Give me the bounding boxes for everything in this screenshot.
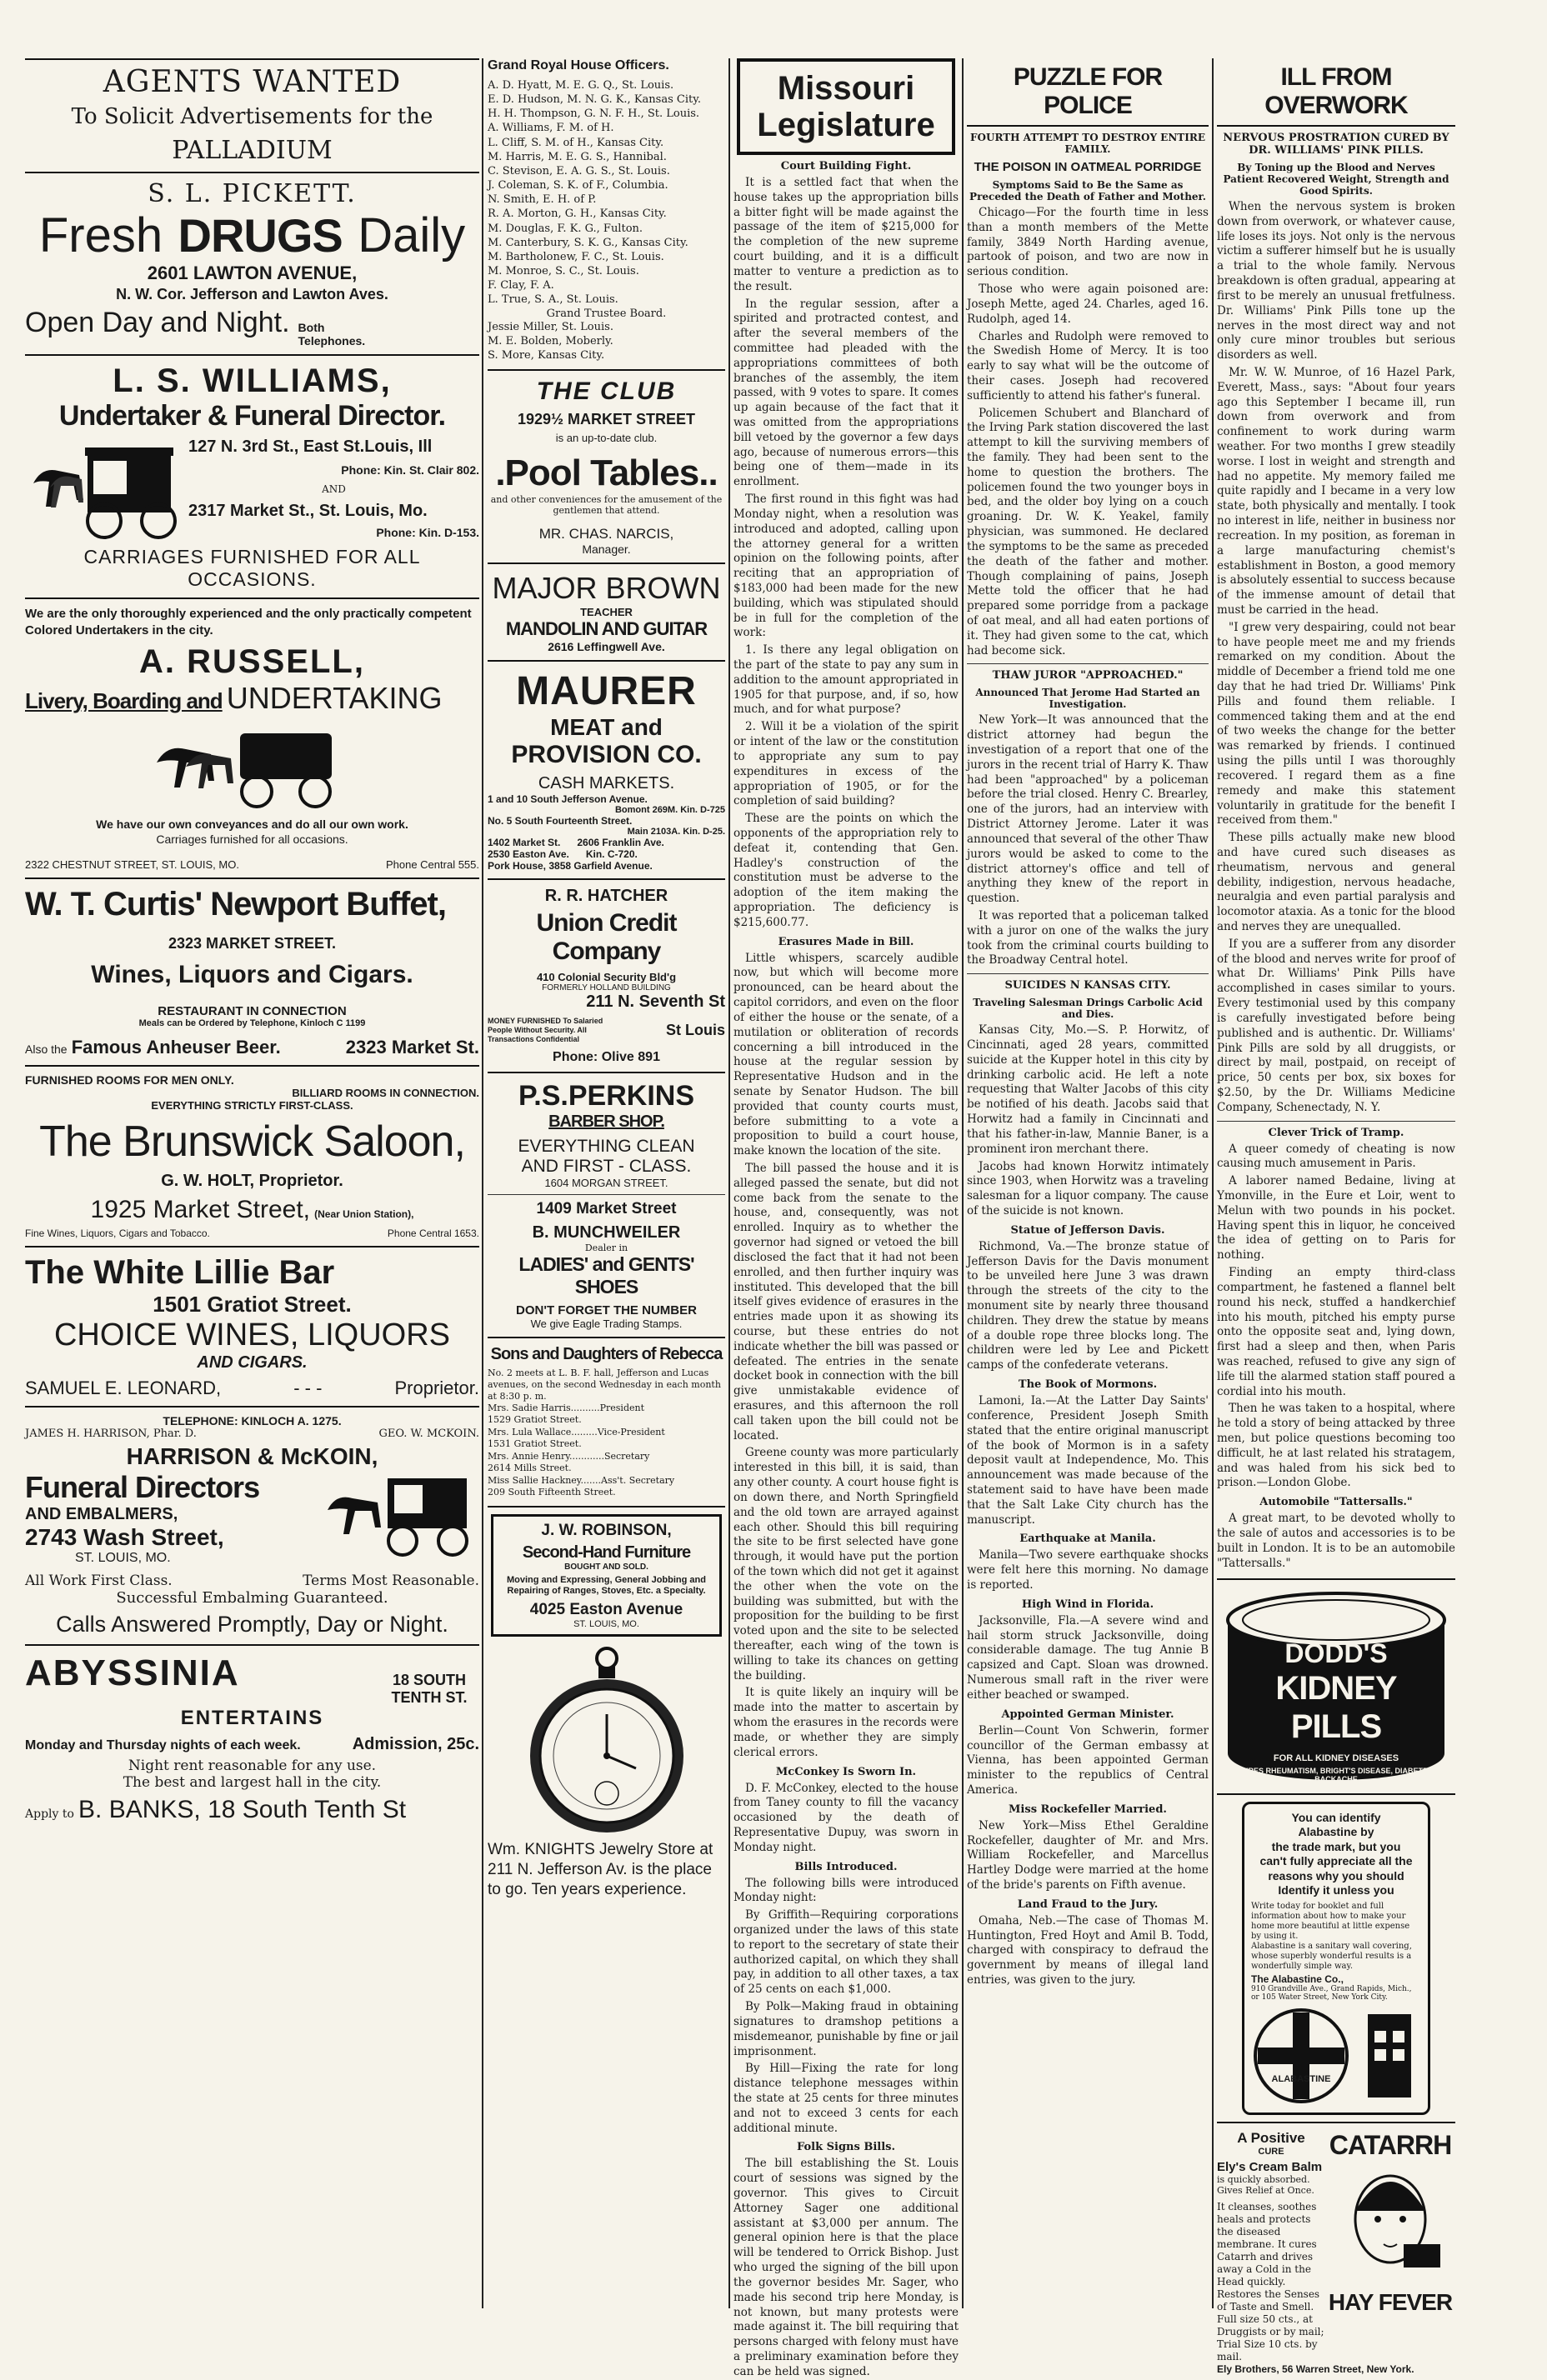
pickett-drugs-ad: S. L. PICKETT. Fresh DRUGS Daily 2601 LAWTON AVENUE, N. W. Cor. Jefferson and Lawton Aves. Open Day and Night. Both Telephones. [25, 179, 466, 348]
list-item: M. Monroe, S. C., St. Louis. [488, 265, 639, 278]
alabastine-ad: You can identify Alabastine by the trade mark, but you can't fully appreciate all the reasons why you should Identify it unless you Write today for booklet and full information about how to make your home more beautiful at little expense by using it. Alabastine is a sanitary wall covering, whose superbly wonderful results is a wonderfully simple way. The Alabastine Co., 910 Grandville Ave., Grand Rapids, Mich., or 105 Water Street, New York City. ALABASTINE [1242, 1802, 1430, 2116]
list-item: N. Smith, E. H. of P. [488, 193, 597, 207]
major-brown-ad: MAJOR BROWN TEACHER MANDOLIN AND GUITAR 2616 Leffingwell Ave. [492, 570, 721, 653]
paragraph: In the regular session, after a spirited and protracted contest, and after the several members of the committee had pleaded with the appropriations committees of both branches of the assembly, the item passed, with 9 votes to spare. It comes up again because of the fact that it was omitted from the appropriations bill vetoed by the governor a few days ago, because of numerous errors—this being one of them—made in its enrollment. [733, 297, 959, 489]
puzzle-headline: PUZZLE FOR POLICE [967, 63, 1209, 127]
williams-undertaker-ad: L. S. WILLIAMS, Undertaker & Funeral Director. 127 N. 3rd St., East St.Louis, Ill Phone: Kin. St. Clair 802. AND 2317 Market St., St. Louis, Mo. Phone: Kin. D-153. CARRIAGES FURNISHED FOR ALL OCCASIONS. [25, 362, 479, 591]
paragraph: New York—It was announced that the district attorney had begun the investigation of a report that one of the jurors in the recent trial of Harry K. Thaw had been "approached" by a policeman before the trial closed. Henry C. Brearley, one of the jurors, had an interview with District Attorney Jerome. Later it was announced that several of the other Thaw jurors would be asked to come to the district attorney's office and tell of anything they knew of the report in question. [967, 713, 1209, 906]
list-item: Mrs. Sadie Harris..........President [488, 1402, 645, 1413]
article-body [733, 1782, 959, 1856]
brunswick-saloon-ad: FURNISHED ROOMS FOR MEN ONLY. BILLIARD ROOMS IN CONNECTION. EVERYTHING STRICTLY FIRST-CLASS. The Brunswick Saloon, G. W. HOLT, Proprietor. 1925 Market Street, (Near Union Station), Fine Wines, Liquors, Cigars and Tobacco. Phone Central 1653. [25, 1073, 479, 1240]
paragraph: "I grew very despairing, could not bear to have people meet me and my friends remarked on my condition. About the middle of December a friend told me one day that he had tried Dr. Williams' Pink Pills and found them reliable. I commenced taking them and at the end of two weeks the change for the better was remarked by friends. I continued using the pills until I was thoroughly recovered. I regard them as a fine remedy and make this statement voluntarily in gratitude for the benefit I received from them." [1217, 620, 1455, 828]
elys-cream-balm-ad: A Positive CURE Ely's Cream Balm is quickly absorbed. Gives Relief at Once. It cleanses, soothes heals and protects the diseased membrane. It cures Catarrh and drives away a Cold in the Head quickly. Restores the Senses of Taste and Smell. Full size 50 cts., at Druggists or by mail; Trial Size 10 cts. by mail. CATARRH HAY FEVER [1217, 2130, 1453, 2363]
paragraph: If you are a sufferer from any disorder of the blood and nerves write for proof of what Dr. Williams' Pink Pills have accomplished in cases similar to yours. Every testimonial used by this company is carefully investigated before being published and is authentic. Dr. Williams' Pink Pills are sold by all druggists, or direct by mail, postpaid, on receipt of price, 50 cents per box, six boxes for $2.50, by the Dr. Williams Medicine Company, Schenectady, N. Y. [1217, 937, 1455, 1114]
paragraph: By Griffith—Requiring corporations organized under the laws of this state to report to the secretary of state their authorized capital, on which they shall pay, in addition to all other taxes, a tax of 25 cents on each $1,000. [733, 1908, 959, 1997]
article-body [967, 1548, 1209, 1592]
list-item: Jessie Miller, St. Louis. [488, 320, 613, 333]
paragraph: New York—Miss Ethel Geraldine Rockefeller, daughter of Mr. and Mrs. William Rockefeller, and Marcellus Hartley Dodge were married at the home of the bride's parents on Fifth avenue. [967, 1818, 1209, 1892]
harrison-mckoin-ad: TELEPHONE: KINLOCH A. 1275. JAMES H. HARRISON, Phar. D. GEO. W. MCKOIN. HARRISON & McKOIN, Funeral Directors AND EMBALMERS, 2743 Wash Street, ST. LOUIS, MO. All Work First Class. Terms Most Reasonable. Successful Embalming Guaranteed. Calls Answered Promptly, Day or Night. [25, 1414, 479, 1638]
paragraph: When the nervous system is broken down from overwork, or whatever cause, life loses its joys. Not only is the nervous victim a sufferer himself but he is usually a trial to the whole family. Nervous breakdown is often gradual, appearing at first to be merely an unusual fretfulness. Dr. Williams' Pink Pills tone up the nerves in the most direct way and not only cure minor troubles but serious disorders as well. [1217, 200, 1455, 362]
article-body [733, 952, 959, 1761]
paragraph: Policemen Schubert and Blanchard of the Irving Park station discovered the last attempt to kill the surviving members of the family. They had been sent to the home to question the brothers. The policemen found the two younger boys in bed, and the older boy lying on a couch groaning. Dr. W. K. Yeakel, family physician, was summoned. He declared the symptoms to be the same as preceded the death of the father and mother. Though complaining of pains, Joseph Mette told the officer that he had prepared some porridge from a package of oat meal, and all had eaten portions of it. They had given some to the cat, which had become sick. [967, 406, 1209, 658]
paragraph: The first round in this fight was had Monday night, when a resolution was introduced and adopted, calling upon the attorney general for a written opinion on the following points, after reciting that an appropriation of $183,000 had been made for the new building, which was stipulated should be in full for the completion of the work: [733, 492, 959, 640]
list-item: Miss Sallie Hackney.......Ass't. Secretary [488, 1474, 675, 1486]
article-body [733, 2157, 959, 2379]
paragraph: It is a settled fact that when the house takes up the appropriation bills a bitter fight will be made against the passage of the item of $215,000 for the completion of the new supreme court building, and it is a difficult matter to venture a prediction as to the result. [733, 176, 959, 293]
paragraph: It was reported that a policeman talked with a juror on one of the walks the jury took from the criminal courts building to the Broadway Central hotel. [967, 908, 1209, 968]
paragraph: These pills actually make new blood and have cured such diseases as rheumatism, nervous and general debility, indigestion, nervous headache, neuralgia and even partial paralysis and locomotor ataxia. As a tonic for the blood and nerves they are unequalled. [1217, 831, 1455, 933]
robinson-furniture-ad: J. W. ROBINSON, Second-Hand Furniture BOUGHT AND SOLD. Moving and Expressing, General Jobbing and Repairing of Ranges, Stoves, Etc. a Specialty. 4025 Easton Avenue ST. LOUIS, MO. [491, 1514, 722, 1638]
paragraph: Then he was taken to a hospital, where he told a story of being attacked by three men, but police questions becoming too difficult, he at last related his stratagem, and was haled from his sick bed to prison.—London Globe. [1217, 1402, 1455, 1490]
trustees-list [488, 320, 725, 362]
paragraph: Little whispers, scarcely audible now, but which will become more pronounced, can be heard about the capitol corridors, and even on the floor of either the house or the senate, of a mutilation or obliteration of records concerning a bill introduced in the house at the regular session by Representative Hudson and in the senate by Senator Hudson. The bill provided that county courts must, before submitting to a vote a proposition to build a court house, make known the location of the site. [733, 951, 959, 1158]
list-item: 209 South Fifteenth Street. [488, 1487, 616, 1498]
article-body [967, 1724, 1209, 1798]
paragraph: A great mart, to be devoted wholly to the sale of autos and accessories is to be built in London. It is to be an automobile "Tattersalls." [1217, 1512, 1455, 1570]
list-item: Mrs. Lula Wallace.........Vice-President [488, 1426, 665, 1438]
list-item: R. A. Morton, G. H., Kansas City. [488, 208, 667, 221]
article-body [967, 206, 1209, 658]
paragraph: Finding an empty third-class compartment, he fastened a flannel belt round his neck, stuffed a handkerchief into his mouth, pitched his empty purse onto the opposite seat and, lying down, first had a sleep and then, when Paris was reached, refused to give any sign of life till the alarmed station staff poured a cordial into his mouth. [1217, 1266, 1455, 1398]
union-credit-ad: R. R. HATCHER Union Credit Company 410 Colonial Security Bld'g FORMERLY HOLLAND BUILDING 211 N. Seventh St MONEY FURNISHED To Salaried People Without Security. All Transactions Confidential St Louis Phone: Olive 891 [488, 886, 725, 1065]
paragraph: Charles and Rudolph were removed to the Swedish Home of Mercy. It is too early to say what will be the outcome of their cases. Joseph had recovered sufficiently to attend his father's funeral. [967, 329, 1209, 402]
the-club-ad: THE CLUB 1929½ MARKET STREET is an up-to-date club. .Pool Tables.. and other conveniences for the amusement of the gentlemen that attend. MR. CHAS. NARCIS, Manager. [490, 377, 723, 556]
paragraph: Omaha, Neb.—The case of Thomas M. Huntington, Fred Hoyt and Amil B. Todd, charged with conspiracy to defraud the government by means of illegal land entries, was given to the jury. [967, 1913, 1209, 1988]
article-body [967, 1394, 1209, 1528]
hearse-illustration [321, 1470, 479, 1562]
news-column: PUZZLE FOR POLICE FOURTH ATTEMPT TO DESTROY ENTIRE FAMILY. THE POISON IN OATMEAL PORRIDGE Symptoms Said to Be the Same as Preceded the Death of Father and Mother. Chicago—For the fourth time in less than a month members of the Mette family, 3849 North Harding avenue, partook of poison, and two are now in serious condition. Those who were again poisoned are: Joseph Mette, aged 24. Charles, aged 16. Rudolph, aged 14. Charles and Rudolph were removed to the Swedish Home of Mercy. It is too early to say what will be the outcome of their cases. Joseph had recovered sufficiently to attend his father's funeral. Policemen Schubert and Blanchard of the Irving Park station discovered the last attempt to kill the surviving members of the family. They had been sent to the home to question the brothers. The policemen found the two younger boys in bed, and the older boy lying on a couch groaning. Dr. W. K. Yeakel, family physician, was summoned. He declared the symptoms to be the same as preceded the death of the father and mother. Though complaining of pains, Joseph Mette told the officer that he had prepared some porridge from a package of oat meal, and all had eaten portions of it. They had given some to the cat, which had become sick. THAW JUROR "APPROACHED." Announced That Jerome Had Started an Investigation. New York—It was announced that the district attorney had begun the investigation of a report that one of the jurors in the recent trial of Harry K. Thaw had been "approached" by a policeman before the trial closed. Henry C. Brearley, one of the jurors, had an interview with District Attorney Jerome. Later it was announced that several of the other Thaw jurors would be asked to come to the district attorney's office and tell of anything they knew of the report in question. It was reported that a policeman talked with a juror on one of the walks the jury took from the criminal courts building to the Broadway Central hotel. SUICIDES N KANSAS CITY. Traveling Salesman Drings Carbolic Acid and Dies. Kansas City, Mo.—S. P. Horwitz, of Cincinnati, aged 28 years, committed suicide at the Kupper hotel in this city by drinking carbolic acid. He left a note requesting that Walter Jacobs of this city be notified of his death. Jacobs said that Horwitz had a family in Cincinnati and that his father-in-law, Mannie Baner, is a prominent iron merchant there. Jacobs had known Horwitz intimately since 1903, when Horwitz was a traveling salesman for a liquor company. The cause of the suicide is not known. Statue of Jefferson Davis. Richmond, Va.—The bronze statue of Jefferson Davis for the Davis monument to be unveiled here June 3 was drawn through the streets of the city to the monument site by nearly three thousand children. They drew the statue by means of a double rope three blocks long. The children were led by Lee and Pickett camps of the confederate veterans. The Book of Mormons. Lamoni, Ia.—At the Latter Day Saints' conference, President Joseph Smith stated that the entire original manuscript of the book of Mormon is in a safety deposit vault at Independence, Mo. This announcement was made because of the statement said to have have been made that the Salt Lake City church has the manuscript. Earthquake at Manila. Manila—Two severe earthquake shocks were felt here this morning. No damage is reported. High Wind in Florida. Jacksonville, Fla.—A severe wind and hail storm struck Jacksonville, doing considerable damage. The tug Annie B capsized and Capt. Sloan was drowned. Numerous small raft in the river were either beached or swamped. Appointed German Minister. Berlin—Count Von Schwerin, former councillor of the German embassy at Vienna, has been appointed German minister to the republics of Central America. Miss Rockefeller Married. New York—Miss Ethel Geraldine Rockefeller, daughter of Mr. and Mrs. William Rockefeller, and Marcellus Hartley Dodge were married at the home of the bride's parents on Fifth avenue. Land Fraud to the Jury. Omaha, Neb.—The case of Thomas M. Huntington, Fred Hoyt and Amil B. Todd, charged with conspiracy to defraud the government by means of illegal land entries, was given to the jury. [967, 63, 1209, 1988]
list-item: F. Clay, F. A. [488, 279, 554, 292]
column-five: ILL FROM OVERWORK NERVOUS PROSTRATION CURED BY DR. WILLIAMS' PINK PILLS. By Toning up the Blood and Nerves Patient Recovered Weight, Strength and Good Spirits. When the nervous system is broken down from overwork, or whatever cause, life loses its joys. Not only is the nervous victim a sufferer himself but he is usually a trial to the whole family. Nervous breakdown is often gradual, appearing at first to be merely an unusual fretfulness. Dr. Williams' Pink Pills tone up the nerves in the most direct way and not only cure minor troubles but serious disorders as well. Mr. W. W. Munroe, of 16 Hazel Park, Everett, Mass., says: "About four years ago this September I became ill, run down from overwork and from confinement to work during warm weather. For two months I grew steadily worse. I lost in weight and strength and had no appetite. My memory failed me quite rapidly and I became in a very low state, both physically and mentally. I took no interest in life, neither in business nor recreation. In my position, as foreman in a large manufacturing chemist's establishment in Boston, a good memory is absolutely essential to success because of the immense amount of detail that must be carried in the head. "I grew very despairing, could not bear to have people meet me and my friends remarked on my condition. About the middle of December a friend told me one day that he had tried Dr. Williams' Pink Pills and found them reliable. I commenced taking them and at the end of two weeks the change for the better was remarked by friends. I continued using the pills until I was thoroughly recovered. I regard them as a fine remedy and make this statement voluntarily in gratitude for the benefit I received from them." These pills actually make new blood and have cured such diseases as rheumatism, nervous and general debility, indigestion, nervous headache, neuralgia and even partial paralysis and locomotor ataxia. As a tonic for the blood and nerves they are unequalled. If you are a sufferer from any disorder of the blood and nerves write for proof of what Dr. Williams' Pink Pills have accomplished in cases similar to yours. Every testimonial used by this company is carefully investigated before being published and is authentic. Dr. Williams' Pink Pills are sold by all druggists, or direct by mail, postpaid, on receipt of price, 50 cents per box, six boxes for $2.50, by the Dr. Williams Medicine Company, Schenectady, N. Y. Clever Trick of Tramp. A queer comedy of cheating is now causing much amusement in Paris. A laborer named Bedaine, living at Ymonville, in the Eure et Loir, went to Melun with two pounds in his pocket. Having spent this in liquor, he conceived the idea of getting on to Paris for nothing. Finding an empty third-class compartment, he fastened a flannel belt round his neck, stuffed a handkerchief into his mouth, pitched his empty purse onto the opposite seat and, lying down, first had a sleep and then, when Paris was reached, refused to give any sign of life till the alarmed station staff poured a cordial into his mouth. Then he was taken to a hospital, where he told a story of being attacked by three men, but police questions becoming too difficult, he at last related his stratagem, and was haled from his sick bed to prison.—London Globe. Automobile "Tattersalls." A great mart, to be devoted wholly to the sale of autos and accessories is to be built in London. It is to be an automobile "Tattersalls." DODD'S KIDNEY PILLS FOR ALL KIDNEY DISEASES CURES RHEUMATISM, BRIGHT'S DISEASE, DIABETES, BACKACHE You can identify Alabastine by the trade mark, but you can't fully appreciate all the reasons why you should Identify it unless you Write today for booklet and full information about how to make your home more beautiful at little expense by using it. Alabastine is a sanitary wall covering, whose superbly wonderful results is a wonderfully simple way. The Alabastine Co., 910 Grandville Ave., Grand Rapids, Mich., or 105 Water Street, New York City. ALABASTINE A Positive CURE Ely's Cream Balm is quickly absorbed. Gives Relief at Once. It cleanses, soothes heals and protects the diseased membrane. It cures Catarrh and drives away a Cold in the Head quickly. Restores the Senses of Taste and Smell. Full size 50 cts., at Druggists or by mail; Trial Size 10 cts. by mail. CATARRH HAY FEVER Ely Brothers, 56 Warren Street, New York. [1217, 63, 1455, 2376]
officers-list [488, 78, 725, 308]
list-item: A. D. Hyatt, M. E. G. Q., St. Louis. [488, 79, 674, 92]
paragraph: The bill passed the house and it is alleged passed the senate, but did not come back from the senate to the house, and, consequently, was not enrolled. Inquiry as to whether the governor had signed or vetoed the bill disclosed the fact that it had not been enrolled, and then further inquiry was instituted. This developed that the bill itself gives evidence of erasures in the entries made upon it as showing its course, but these entries do not indicate whether the bill was passed or defeated. The entries in the senate docket book in connection with the bill give unmistakable evidence of erasures, and this afternoon the roll call taken upon the bill could not be located. [733, 1162, 959, 1442]
list-item: L. True, S. A., St. Louis. [488, 293, 618, 307]
list-item: Mrs. Annie Henry............Secretary [488, 1450, 650, 1462]
paragraph: Richmond, Va.—The bronze statue of Jefferson Davis for the Davis monument to be unveiled here June 3 was drawn through the streets of the city to the monument site by nearly three thousand children. They drew the statue by means of a double rope three blocks long. The children were led by Lee and Pickett camps of the confederate veterans. [967, 1239, 1209, 1372]
hearse-illustration [25, 438, 183, 546]
list-item: S. More, Kansas City. [488, 348, 605, 362]
woman-face-illustration [1332, 2161, 1449, 2286]
list-item: L. Cliff, S. M. of H., Kansas City. [488, 136, 664, 149]
paragraph: Jacksonville, Fla.—A severe wind and hail storm struck Jacksonville, doing considerable damage. The tug Annie B capsized and Capt. Sloan was drowned. Numerous small raft in the river were either beached or swamped. [967, 1613, 1209, 1702]
maurer-provision-ad: MAURER MEAT and PROVISION CO. CASH MARKETS. 1 and 10 South Jefferson Avenue. Bomont 269M. Kin. D-725 No. 5 South Fourteenth Street. Main 2103A. Kin. D-25. 1402 Market St. 2606 Franklin Ave. 2530 Easton Ave. Kin. C-720. Pork House, 3858 Garfield Avenue. [488, 668, 725, 872]
paragraph: A laborer named Bedaine, living at Ymonville, in the Eure et Loir, went to Melun with two pounds in his pocket. Having spent this in liquor, he conceived the idea of getting on to Paris for nothing. [1217, 1174, 1455, 1262]
alabastine-trademark-icon [1251, 2006, 1418, 2106]
article-body [1217, 1142, 1455, 1492]
overwork-headline: ILL FROM OVERWORK [1217, 63, 1455, 127]
article-body [733, 1877, 959, 2137]
list-item: M. Canterbury, S. K. G., Kansas City. [488, 236, 688, 249]
article-body [967, 713, 1209, 968]
sons-daughters-rebecca: Sons and Daughters of Rebecca No. 2 meets at L. B. F. hall, Jefferson and Lucas avenues, on the second Wednesday in each month at 8:30 p. m. Mrs. Sadie Harris..........President 1529 Gratiot Street. Mrs. Lula Wallace.........Vice-President 1531 Gratiot Street. Mrs. Annie Henry............Secretary 2614 Mills Street. Miss Sallie Hackney.......Ass't. Secretary 209 South Fifteenth Street. [488, 1345, 725, 1498]
article-body [967, 1240, 1209, 1373]
column-rule [962, 58, 964, 2308]
dodds-kidney-pills-ad: DODD'S KIDNEY PILLS FOR ALL KIDNEY DISEASES CURES RHEUMATISM, BRIGHT'S DISEASE, DIABETES, BACKACHE [1217, 1587, 1455, 1787]
pocket-watch-illustration [523, 1643, 690, 1835]
article-body [733, 176, 959, 931]
list-item: C. Stevison, E. A. G. S., St. Louis. [488, 164, 670, 178]
list-item: A. Williams, F. M. of H. [488, 122, 614, 135]
paragraph: By Polk—Making fraud in obtaining signatures to dramshop petitions a misdemeanor, punishable by fine or jail imprisonment. [733, 2000, 959, 2058]
paragraph: These are the points on which the opponents of the appropriation rely to defeat it, contending that Gen. Hadley's construction of the constitution must be adverse to the adoption of the item making the appropriation. The deficiency is $215,600.77. [733, 812, 959, 929]
article-body [967, 1614, 1209, 1703]
abyssinia-ad: ABYSSINIA 18 SOUTH TENTH ST. ENTERTAINS Monday and Thursday nights of each week. Admission, 25c. Night rent reasonable for any use. The best and largest hall in the city. Apply to B. BANKS, 18 South Tenth St [25, 1652, 479, 1824]
grand-royal-officers: Grand Royal House Officers. A. D. Hyatt, M. E. G. Q., St. Louis. E. D. Hudson, M. N. G. K., Kansas City. H. H. Thompson, G. N. F. H., St. Louis. A. Williams, F. M. of H. L. Cliff, S. M. of H., Kansas City. M. Harris, M. E. G. S., Hannibal. C. Stevison, E. A. G. S., St. Louis. J. Coleman, S. K. of F., Columbia. N. Smith, E. H. of P. R. A. Morton, G. H., Kansas City. M. Douglas, F. K. G., Fulton. M. Canterbury, S. K. G., Kansas City. M. Bartholonew, F. C., St. Louis. M. Monroe, S. C., St. Louis. F. Clay, F. A. L. True, S. A., St. Louis. Grand Trustee Board. Jessie Miller, St. Louis. M. E. Bolden, Moberly. S. More, Kansas City. [488, 58, 725, 362]
advertisements-column [25, 58, 479, 2308]
notices-column [488, 58, 725, 2308]
paragraph: It is quite likely an inquiry will be made into the matter to ascertain by whom the erasures in the records were made, or whether they are simply clerical errors. [733, 1686, 959, 1759]
list-item: M. Bartholonew, F. C., St. Louis. [488, 250, 664, 263]
article-body [1217, 200, 1455, 1116]
list-item: 1531 Gratiot Street. [488, 1438, 582, 1450]
list-item: J. Coleman, S. K. of F., Columbia. [488, 179, 668, 192]
rebecca-officers-list [488, 1402, 725, 1499]
paragraph: By Hill—Fixing the rate for long distance telephone messages within the state at 25 cents for three minutes and not to exceed 3 cents for each additional minute. [733, 2062, 959, 2135]
column-rule [728, 58, 730, 2308]
paragraph: Kansas City, Mo.—S. P. Horwitz, of Cincinnati, aged 28 years, committed suicide at the Kupper hotel in this city by drinking carbolic acid. He left a note requesting that Walter Jacobs of this city be notified of his death. Jacobs said that Horwitz had a family in Cincinnati and that his father-in-law, Mannie Baner, is a prominent iron merchant there. [967, 1023, 1209, 1156]
legislature-article: Missouri Legislature Court Building Fight. It is a settled fact that when the house takes up the appropriation bills a bitter fight will be made against the passage of the item of $215,000 for the completion of the new supreme court building, and it is a difficult matter to venture a prediction as to the result. In the regular session, after a spirited and protracted contest, and after the several members of the committee had pleaded with the appropriations committees of both branches of the assembly, the item passed, with 9 votes to spare. It comes up again because of the fact that it was omitted from the appropriations bill vetoed by the governor a few days ago, because of numerous errors—this being one of them—made in its enrollment. The first round in this fight was had Monday night, when a resolution was introduced and adopted, calling upon the attorney general for a written opinion on the following points, after reciting that an appropriation of $183,000 had been made for the new building, which was stipulated should be in full for the completion of the work: 1. Is there any legal obligation on the part of the state to pay any sum in addition to the amount appropriated in 1905 for that purpose, and, if so, how much, and for what purpose? 2. Will it be a violation of the spirit or intent of the law or the constitution to appropriate any sum to pay expenditures in excess of the appropriation of 1905, or for the completion of said building? These are the points on which the opponents of the appropriation rely to defeat it, contending that Gen. Hadley's construction of the constitution must be adverse to the adoption of the item making the appropriation. The deficiency is $215,600.77. Erasures Made in Bill. Little whispers, scarcely audible now, but which will become more pronounced, can be heard about the capitol corridors, and even on the floor of either the house or the senate, of a mutilation or obliteration of records concerning a bill introduced in the house at the regular session by Representative Hudson and in the senate by Senator Hudson. The bill provided that county courts must, before submitting to a vote a proposition to build a court house, make known the location of the site. The bill passed the house and it is alleged passed the senate, but did not come back from the senate to the house, and, consequently, was not enrolled. Inquiry as to whether the governor had signed or vetoed the bill disclosed the fact that it had not been enrolled, and then further inquiry was instituted. This developed that the bill itself gives evidence of erasures in the entries made upon it as showing its course, but these entries do not indicate whether the bill was passed or defeated. The entries in the senate docket book in connection with the bill give unmistakable evidence of erasures, and this afternoon the roll call taken upon the bill could not be located. Greene county was more particularly interested in this bill, it is said, than any other county. A court house fight is on down there, and North Springfield and the old town are arrayed against each other. Should this bill requiring the site to be first selected have gone through, it would have put the portion of the town which did not get it against the other when the vote on the building was submitted, but with the proposition for the building to be first voted upon and the site to be selected thereafter, each wing of the town is willing to take its chances on getting the building. It is quite likely an inquiry will be made into the matter to ascertain by whom the erasures in the records were made, or whether they are simply clerical errors. McConkey Is Sworn In. D. F. McConkey, elected to the house from Taney county to fill the vacancy occasioned by the death of Representative Dupuy, was sworn in Monday night. Bills Introduced. The following bills were introduced Monday night: By Griffith—Requiring corporations organized under the laws of this state to report to the secretary of state their authorized capital, on which they shall pay, in addition to all other taxes, a tax of 25 cents on each $1,000. By Polk—Making fraud in obtaining signatures to dramshop petitions a misdemeanor, punishable by fine or jail imprisonment. By Hill—Fixing the rate for long distance telephone messages within the state at 25 cents for three minutes and not to exceed 3 cents for each additional minute. Folk Signs Bills. The bill establishing the St. Louis court of sessions was signed by the governor. This gives to Circuit Attorney Sager one additional assistant at $3,000 per annum. The general opinion here is that the place will be tendered to Orrick Bishop. Just who urged the signing of the bill upon the governor besides Mr. Sager, who made his second trip here Monday, is not known, but many protests were made against it. The bill requiring that persons charged with felony must have a preliminary examination before they can be held was signed. [733, 58, 959, 2308]
paragraph: Mr. W. W. Munroe, of 16 Hazel Park, Everett, Mass., says: "About four years ago this September I became ill, run down from overwork and from confinement to work during warm weather. For two months I grew steadily worse. I lost in weight and strength and had no appetite. My memory failed me quite rapidly and I became in a very low state, both physically and mentally. I took no interest in life, neither in business nor recreation. In my position, as foreman in a large manufacturing chemist's establishment in Boston, a good memory is absolutely essential to success because of the immense amount of detail that must be carried in the head. [1217, 365, 1455, 617]
paragraph: The bill establishing the St. Louis court of sessions was signed by the governor. This gives to Circuit Attorney Sager one additional assistant at $3,000 per annum. The general opinion here is that the place will be tendered to Orrick Bishop. Just who urged the signing of the bill upon the governor besides Mr. Sager, who made his second trip here Monday, is not known, but many protests were made against it. The bill requiring that persons charged with felony must have a preliminary examination before they can be held was signed. [733, 2157, 959, 2378]
russell-undertaking-ad: We are the only thoroughly experienced and the only practically competent Colored Undertakers in the city. A. RUSSELL, Livery, Boarding and UNDERTAKING We have our own conveyances and do all our own work. Carriages furnished for all occasions. 2322 CHESTNUT STREET, ST. LOUIS, MO. Phone Central 555. [25, 607, 479, 872]
white-lillie-bar-ad: The White Lillie Bar 1501 Gratiot Street. CHOICE WINES, LIQUORS AND CIGARS. SAMUEL E. LEONARD, - - - Proprietor. [25, 1254, 479, 1399]
paragraph: Those who were again poisoned are: Joseph Mette, aged 24. Charles, aged 16. Rudolph, aged 14. [967, 282, 1209, 326]
munchweiler-shoes-ad: 1409 Market Street B. MUNCHWEILER Dealer in LADIES' and GENTS' SHOES DON'T FORGET THE NUMBER We give Eagle Trading Stamps. [516, 1200, 697, 1331]
paragraph: Lamoni, Ia.—At the Latter Day Saints' conference, President Joseph Smith stated that the entire original manuscript of the book of Mormon is in a safety deposit vault at Independence, Mo. This announcement was made because of the statement said to have have been made that the Salt Lake City church has the manuscript. [967, 1394, 1209, 1527]
paragraph: A queer comedy of cheating is now causing much amusement in Paris. [1217, 1142, 1455, 1171]
paragraph: Chicago—For the fourth time in less than a month members of the Mette family, 3849 North Harding avenue, partook of poison, and two are now in serious condition. [967, 206, 1209, 279]
article-body [1217, 1512, 1455, 1571]
perkins-barber-ad: P.S.PERKINS BARBER SHOP. EVERYTHING CLEAN AND FIRST - CLASS. 1604 MORGAN STREET. [518, 1080, 695, 1190]
paragraph: Manila—Two severe earthquake shocks were felt here this morning. No damage is reported. [967, 1548, 1209, 1592]
paragraph: Berlin—Count Von Schwerin, former councillor of the German embassy at Vienna, has been appointed German minister to the republics of Central America. [967, 1723, 1209, 1797]
paragraph: Jacobs had known Horwitz intimately since 1903, when Horwitz was a traveling salesman for a liquor company. The cause of the suicide is not known. [967, 1159, 1209, 1218]
list-item: 1529 Gratiot Street. [488, 1414, 582, 1426]
column-rule [1212, 58, 1214, 2308]
list-item: E. D. Hudson, M. N. G. K., Kansas City. [488, 93, 701, 107]
paragraph: The following bills were introduced Monday night: [733, 1876, 959, 1905]
legislature-headline-box: Missouri Legislature [737, 58, 955, 155]
list-item: M. Douglas, F. K. G., Fulton. [488, 222, 643, 235]
carriage-illustration [148, 721, 357, 812]
list-item: 2614 Mills Street. [488, 1462, 572, 1474]
column-rule [482, 58, 483, 2308]
curtis-buffet-ad: W. T. Curtis' Newport Buffet, 2323 MARKET STREET. Wines, Liquors and Cigars. RESTAURANT IN CONNECTION Meals can be Ordered by Telephone, Kinloch C 1199 Also the Famous Anheuser Beer. 2323 Market St. [25, 886, 479, 1058]
list-item: H. H. Thompson, G. N. F. H., St. Louis. [488, 108, 700, 121]
article-body [967, 1023, 1209, 1219]
knights-jewelry-ad: Wm. KNIGHTS Jewelry Store at 211 N. Jefferson Av. is the place to go. Ten years experience. [488, 1643, 725, 1899]
paragraph: 1. Is there any legal obligation on the part of the state to pay any sum in addition to the amount appropriated in 1905 for that purpose, and, if so, how much, and for what purpose? [733, 643, 959, 717]
list-item: M. Harris, M. E. G. S., Hannibal. [488, 150, 667, 163]
list-item: M. E. Bolden, Moberly. [488, 334, 613, 348]
article-body [967, 1914, 1209, 1988]
paragraph: Greene county was more particularly interested in this bill, it is said, than any other county. A court house fight is on down there, and North Springfield and the old town are arrayed against each other. Should this bill requiring the site to be first selected have gone through, it would have put the portion of the town which did not get it against the other when the vote on the building was submitted, but with the proposition for the building to be first voted upon and the site to be selected thereafter, each wing of the town is willing to take its chances on getting the building. [733, 1446, 959, 1682]
paragraph: D. F. McConkey, elected to the house from Taney county to fill the vacancy occasioned by the death of Representative Dupuy, was sworn in Monday night. [733, 1781, 959, 1854]
article-body [967, 1819, 1209, 1893]
paragraph: 2. Will it be a violation of the spirit or intent of the law or the constitution to appropriate any sum to pay expenditures in excess of the appropriation of 1905, or for the completion of said building? [733, 720, 959, 808]
agents-wanted-ad: AGENTS WANTED To Solicit Advertisements for the PALLADIUM [71, 65, 433, 165]
